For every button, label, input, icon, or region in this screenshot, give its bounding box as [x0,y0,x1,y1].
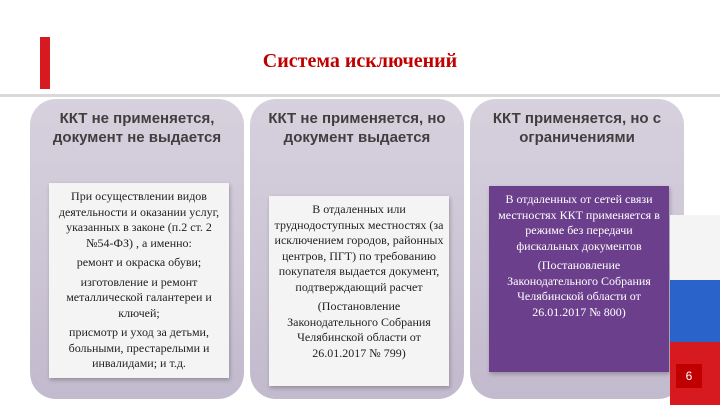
red-accent-tab [40,37,50,89]
card-paragraph: присмотр и уход за детьми, больными, престарелыми и инвалидами; и т.д. [68,325,210,370]
card-paragraph: В отдаленных или труднодоступных местностях (за исключением городов, районных центров, ПГТ) по требованию покупателя выдается документ, подтверждающий расчет [274,202,444,294]
card-body [49,183,229,378]
card-no-kkt-document-issued [250,99,464,399]
card-header: ККТ не применяется, но документ выдается [268,110,446,146]
card-header: ККТ не применяется, документ не выдается [52,110,222,146]
card-paragraph: изготовление и ремонт металлической галантереи и ключей; [66,274,212,320]
card-no-kkt-no-document [30,99,244,399]
card-body [269,196,449,386]
card-paragraph: При осуществлении видов деятельности и оказании услуг, указанных в законе (п.2 ст. 2 №54-ФЗ) , а именно: [58,189,220,250]
header-divider [0,94,720,97]
card-paragraph: В отдаленных от сетей связи местностях ККТ применяется в режиме без передачи фискальных документов [498,192,660,253]
slide-title: Система исключений [262,50,458,72]
card-paragraph: (Постановление Законодательного Собрания Челябинской области от 26.01.2017 № 800) [507,258,651,319]
card-kkt-with-restrictions [470,99,684,399]
card-header: ККТ применяется, но с ограничениями [492,110,662,146]
page-number: 6 [676,364,702,388]
card-paragraph: (Постановление Законодательного Собрания Челябинской области от 26.01.2017 № 799) [287,299,431,360]
card-paragraph: ремонт и окраска обуви; [76,255,202,269]
card-body [489,186,669,372]
